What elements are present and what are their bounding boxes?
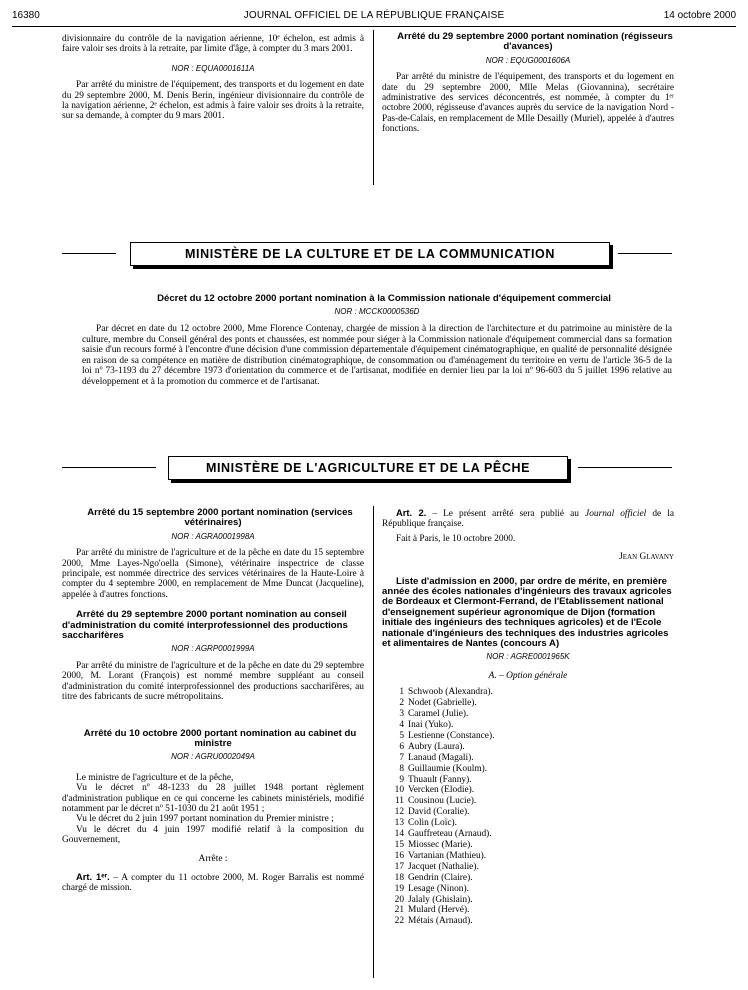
ministry-heading: MINISTÈRE DE L'AGRICULTURE ET DE LA PÊCHE [168,456,568,480]
list-item: 6 Aubry (Laura). [399,741,465,752]
list-item: 9 Thuault (Fanny). [399,774,472,785]
column-divider [373,30,374,185]
nor-code: NOR : AGRE0001965K [486,652,570,662]
option-label: A. – Option générale [488,670,568,681]
page-header [12,8,736,24]
list-item: 2 Nodet (Gabrielle). [399,698,477,709]
agriculture-right-column [382,508,674,927]
list-item: 21 Mulard (Hervé). [394,905,470,916]
list-item: 3 Caramel (Julie). [399,709,469,720]
nor-code: NOR : EQUG0001606A [485,55,571,65]
list-item: 15 Miossec (Marie). [394,839,473,850]
article-visa: Vu le décret du 4 juin 1997 modifié relatif à la composition du Gouvernement, [62,824,364,846]
list-item: 8 Guillaumie (Koulm). [399,763,488,774]
top-left-column [62,34,364,122]
list-item: 7 Lanaud (Magali). [399,752,474,763]
done-at: Fait à Paris, le 10 octobre 2000. [396,533,516,544]
list-item: 4 Inai (Yuko). [399,720,454,730]
article-body: Par arrêté du ministre de l'équipement, des transports et du logement en date du 29 septembre 2000, Mlle Melas (Giovannina), secrétaire administrative des services déconcentrés, est nommée, à compter du 1ᵉʳ octobre 2000, régisseuse d'avances auprès du service de la navigation Nord - Pas-de-Calais, en remplacement de Mlle Desailly (Muriel), appelée à d'autres fonctions. [382,72,674,135]
list-item: 22 Métais (Arnaud). [394,916,473,927]
list-item: 16 Vartanian (Mathieu). [394,850,487,861]
list-item: 12 David (Coralie). [394,807,470,818]
continuation-text: divisionnaire du contrôle de la navigation aérienne, 10ᵉ échelon, est admis à faire valoir ses droits à la retraite, par limite d'âge, à compter du 3 mars 2001. [62,34,364,55]
article-visa: Vu le décret du 2 juin 1997 portant nomination du Premier ministre ; [76,814,334,825]
heading-rule-left [62,467,156,468]
list-item: 14 Gauffreteau (Arnaud). [394,829,492,840]
article-body: Par arrêté du ministre de l'agriculture et de la pêche en date du 29 septembre 2000, M. Lorant (François) est nommé membre suppléant au conseil d'administration du comité interprofessionnel des productions saccharifères, au titre des fabricants de sucre métropolitains. [62,660,364,703]
heading-rule-left [62,253,116,254]
list-item: 19 Lesage (Ninon). [394,883,469,894]
article-title: Arrêté du 29 septembre 2000 portant nomination (régisseurs d'avances) [397,31,673,53]
header-rule [12,26,736,27]
list-item: 11 Cousinou (Lucie). [394,796,477,807]
list-item: 5 Lestienne (Constance). [399,730,495,741]
list-item: 20 Jalaly (Ghislain). [394,894,473,905]
article-visa: Vu le décret nº 48-1233 du 28 juillet 1948 portant règlement d'administration publique en ce qui concerne les cabinets ministériels, modifié notamment par le décret nº 51-1030 du 21 août 1951 ; [62,783,364,814]
issue-date: 14 octobre 2000 [663,10,736,21]
list-item: 13 Colin (Loïc). [394,818,457,829]
agriculture-left-column [62,508,364,894]
nor-code: NOR : AGRA0001998A [171,531,255,541]
culture-decree [82,294,672,388]
decree-title: Décret du 12 octobre 2000 portant nomination à la Commission nationale d'équipement commercial [157,293,611,304]
page-number: 16380 [12,10,40,21]
nor-code: NOR : EQUA0001611A [171,63,255,73]
nor-code: NOR : AGRU0002049A [171,752,255,762]
signature: Jean Glavany [619,552,674,563]
article-title: Arrêté du 15 septembre 2000 portant nomination (services vétérinaires) [87,507,353,529]
journal-title: JOURNAL OFFICIEL DE LA RÉPUBLIQUE FRANÇAISE [243,10,505,21]
article-body: Par arrêté du ministre de l'agriculture et de la pêche en date du 15 septembre 2000, Mme Layes-Ngo'oella (Simone), vétérinaire inspectrice de classe principale, est nommée directrice des services vétérinaires de la Haute-Loire à compter du 4 septembre 2000, en remplacement de Mme Duncat (Jacqueline), appelée à d'autres fonctions. [62,548,364,600]
admission-list [382,687,674,927]
arrete-label: Arrête : [198,853,228,864]
decree-body: Par décret en date du 12 octobre 2000, Mme Florence Contenay, chargée de mission à la direction de l'architecture et du patrimoine au ministère de la culture, membre du Conseil général des ponts et chaussées, est nommée pour siéger à la Commission nationale d'équipement commercial dans sa formation saisie d'un recours formé à l'encontre d'une décision d'une commission départementale d'équipement cinématographique, en qualité de personnalité désignée en raison de sa compétence en matière de distribution cinématographique, de consommation ou d'aménagement du territoire en vertu de l'article 36-5 de la loi nº 73-1193 du 27 décembre 1973 d'orientation du commerce et de l'artisanat, modifiée en dernier lieu par la loi nº 96-603 du 5 juillet 1996 relative au développement et à la promotion du commerce et de l'artisanat. [82,324,672,387]
nor-code: NOR : AGRP0001999A [171,644,255,654]
ministry-heading: MINISTÈRE DE LA CULTURE ET DE LA COMMUNICATION [130,242,610,266]
list-item: 18 Gendrin (Claire). [394,872,473,883]
article-preamble: Le ministre de l'agriculture et de la pêche, [76,772,234,783]
article-title: Arrêté du 10 octobre 2000 portant nomination au cabinet du ministre [83,727,357,749]
list-item: 17 Jacquet (Nathalie). [394,861,479,872]
heading-rule-right [578,467,672,468]
top-right-column [382,32,674,135]
list-item: 10 Vercken (Elodie). [394,785,475,796]
article-2: Art. 2. – Le présent arrêté sera publié au Journal officiel de la République française. [382,507,674,530]
list-title: Liste d'admission en 2000, par ordre de mérite, en première année des écoles nationales d'ingénieurs des travaux agricoles de Bordeaux et Clermont-Ferrand, de l'Etablissement national d'enseignement supérieur agronomique de Dijon (formation initiale des ingénieurs des techniques agricoles) et de l'Ecole nationale d'ingénieurs des techniques des industries agricoles et alimentaires de Nantes (concours A) [382,575,672,650]
list-item: 1 Schwoob (Alexandra). [399,687,493,698]
article-body: Par arrêté du ministre de l'équipement, des transports et du logement en date du 29 septembre 2000, M. Denis Berin, ingénieur divisionnaire du contrôle de la navigation aérienne, 2ᵉ échelon, est admis à faire valoir ses droits à la retraite, sur sa demande, à compter du 9 mars 2001. [62,80,364,122]
nor-code: NOR : MCCK0000536D [334,307,420,317]
article-title: Arrêté du 29 septembre 2000 portant nomination au conseil d'administration du comité interprofessionnel des productions saccharifères [62,609,348,642]
article-1: Art. 1ᵉʳ. – A compter du 11 octobre 2000, M. Roger Barralis est nommé chargé de mission. [62,870,364,894]
column-divider [373,506,374,978]
heading-rule-right [618,253,672,254]
